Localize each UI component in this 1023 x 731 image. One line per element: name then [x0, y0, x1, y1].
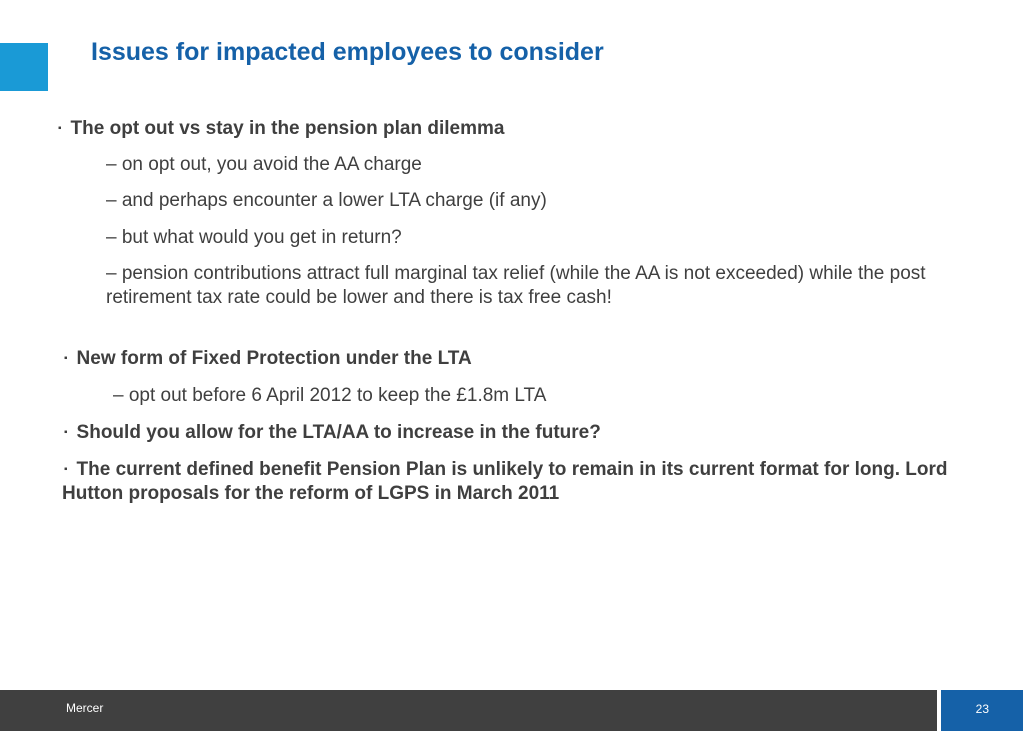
- bullet-icon: ▪: [64, 427, 68, 438]
- section2-heading: [64, 347, 472, 371]
- section1-heading: [58, 117, 504, 141]
- page-number: 23: [975, 702, 989, 716]
- section2-point-1: – opt out before 6 April 2012 to keep the £1.8m LTA: [113, 385, 547, 406]
- section1-heading-text: The opt out vs stay in the pension plan dilemma: [70, 118, 505, 139]
- slide-title: Issues for impacted employees to consider: [91, 38, 604, 66]
- footer-company: Mercer: [66, 701, 104, 715]
- bullet-icon: ▪: [58, 123, 62, 134]
- bullet-icon: ▪: [64, 353, 68, 364]
- footer-dark-band: [0, 690, 937, 731]
- accent-square: [0, 43, 48, 91]
- section4-paragraph: [62, 458, 952, 506]
- section3-heading-text: Should you allow for the LTA/AA to increase in the future?: [76, 422, 601, 443]
- section1-point-1: – on opt out, you avoid the AA charge: [106, 154, 422, 175]
- section3-heading: [64, 421, 601, 445]
- footer-bar: [0, 690, 1023, 731]
- section1-point-4: – pension contributions attract full marginal tax relief (while the AA is not exceeded) while the post retirement tax rate could be lower and there is tax free cash!: [106, 263, 926, 308]
- section2-heading-text: New form of Fixed Protection under the LTA: [76, 348, 472, 369]
- section4-text: The current defined benefit Pension Plan is unlikely to remain in its current format for long. Lord Hutton proposals for the reform of LGPS in March 2011: [62, 459, 948, 504]
- section1-point-2: – and perhaps encounter a lower LTA charge (if any): [106, 190, 547, 211]
- page-number-box: [941, 690, 1023, 731]
- bullet-icon: ▪: [64, 464, 68, 475]
- section1-point-3: – but what would you get in return?: [106, 227, 402, 248]
